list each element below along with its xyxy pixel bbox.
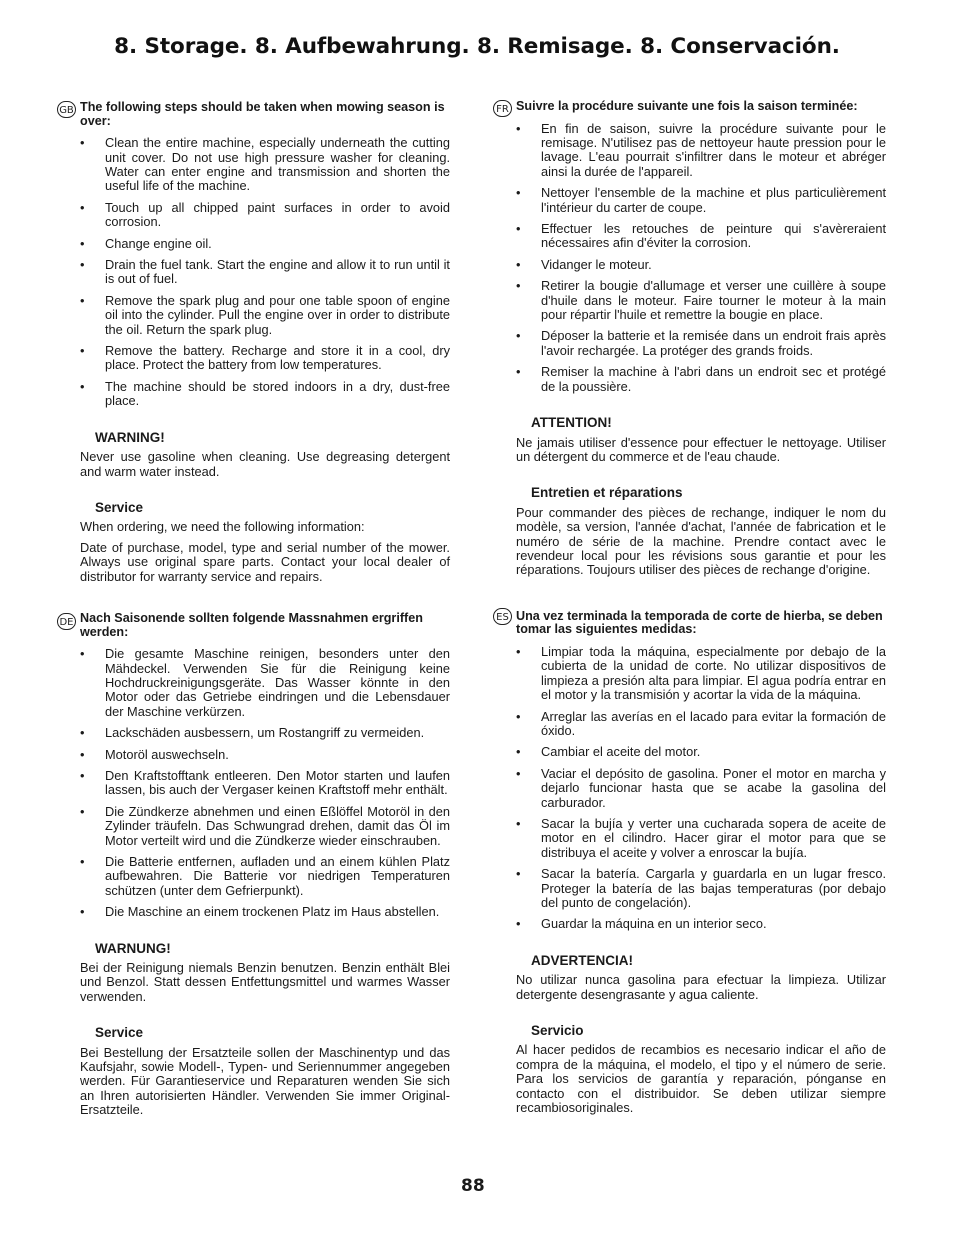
gb-service-text-2: Date of purchase, model, type and serial number of the mower. Always use original spare parts. Contact your local dealer of distributor for warranty service and repairs. (80, 539, 450, 584)
list-item: • Die Zündkerze abnehmen und einen Eßlöffel Motoröl in den Zylinder träufeln. Das Schwungrad drehen, damit das Öl im Motor verteilt wird und die Zündkerze wieder einschrauben. (80, 805, 450, 848)
list-item: • Den Kraftstofftank entleeren. Den Motor starten und laufen lassen, bis auch der Vergaser keinen Kraftstoff mehr enthält. (80, 769, 450, 798)
fr-service-heading: Entretien et réparations (531, 485, 683, 501)
page-number: 88 (461, 1176, 485, 1196)
gb-steps-list (80, 136, 450, 409)
de-steps-list (80, 647, 450, 920)
list-item: • Effectuer les retouches de peinture qui s'avèreraient nécessaires afin d'éviter la corrosion. (516, 222, 886, 251)
section-fr (496, 99, 886, 578)
list-item: • Cambiar el aceite del motor. (516, 745, 886, 759)
section-gb (59, 100, 450, 584)
fr-intro: Suivre la procédure suivante une fois la saison terminée: (516, 99, 858, 113)
gb-intro: The following steps should be taken when mowing season is over: (80, 100, 445, 128)
language-badge-fr: FR (493, 100, 512, 117)
es-intro: Una vez terminada la temporada de corte de hierba, se deben tomar las siguientes medidas: (516, 608, 883, 637)
list-item: • Vidanger le moteur. (516, 258, 886, 272)
gb-warning-text: Never use gasoline when cleaning. Use degreasing detergent and warm water instead. (80, 449, 450, 479)
list-item: • Vaciar el depósito de gasolina. Poner el motor en marcha y dejarlo funcionar hasta que se acabe la gasolina del carburador. (516, 767, 886, 810)
list-item: • Retirer la bougie d'allumage et verser une cuillère à soupe d'huile dans le moteur. Faire tourner le moteur à la main pour répartir l'huile et remettre la bougie en place. (516, 279, 886, 322)
list-item: • Remove the battery. Recharge and store it in a cool, dry place. Protect the battery from low temperatures. (80, 344, 450, 373)
language-badge-gb: GB (57, 101, 76, 118)
list-item: • Die Batterie entfernen, aufladen und an einem kühlen Platz aufbewahren. Die Batterie vor niedrigen Temperaturen schützen (unter dem Gefrierpunkt). (80, 855, 450, 898)
list-item: • Change engine oil. (80, 237, 450, 251)
fr-service-text: Pour commander des pièces de rechange, indiquer le nom du modèle, sa version, l'année d'achat, l'année de fabrication et le numéro de série de la machine. Prendre contact avec le revendeur local pour les révisions sous garantie et pour les réparations. Toujours utiliser des pièces de rechange d'origine. (516, 504, 886, 578)
es-service-heading: Servicio (531, 1023, 584, 1039)
list-item: • Remove the spark plug and pour one table spoon of engine oil into the cylinder. Pull the engine over in order to distribute the oil. Return the spark plug. (80, 294, 450, 337)
list-item: • Clean the entire machine, especially underneath the cutting unit cover. Do not use high pressure washer for cleaning. Water can enter engine and transmission and shorten the useful life of the machine. (80, 136, 450, 194)
es-warning-heading: ADVERTENCIA! (531, 952, 634, 968)
list-item: • Lackschäden ausbessern, um Rostangriff zu vermeiden. (80, 726, 450, 740)
list-item: • Drain the fuel tank. Start the engine and allow it to run until it is out of fuel. (80, 258, 450, 287)
de-warning-heading: WARNUNG! (95, 940, 171, 956)
list-item: • En fin de saison, suivre la procédure suivante pour le remisage. N'utilisez pas de nettoyeur haute pression pour le lavage. L'eau pourrait s'infiltrer dans le moteur et abréger ainsi la durée de l'appareil. (516, 122, 886, 180)
de-service-text: Bei Bestellung der Ersatzteile sollen der Maschinentyp und das Kaufsjahr, sowie Modell-, Typen- und Seriennummer angegeben werden. Für Garantieservice und Reparaturen wenden Sie sich an Ihren autorisierten Händler. Verwenden Sie immer Original-Ersatzteile. (80, 1044, 450, 1118)
de-service-heading: Service (95, 1025, 144, 1041)
es-warning-text: No utilizar nunca gasolina para efectuar la limpieza. Utilizar detergente desengrasante y agua caliente. (516, 972, 886, 1002)
list-item: • Motoröl auswechseln. (80, 748, 450, 762)
list-item: • Arreglar las averías en el lacado para evitar la formación de óxido. (516, 710, 886, 739)
left-column (59, 97, 450, 1124)
list-item: • Déposer la batterie et la remisée dans un endroit frais après l'avoir rechargée. La protéger des grands froids. (516, 329, 886, 358)
section-es (496, 608, 886, 1116)
language-badge-de: DE (57, 613, 76, 630)
list-item: • Die gesamte Maschine reinigen, besonders unter den Mähdeckel. Verwenden Sie für die Reinigung keine Hochdruckreinigungsgeräte. Das Wasser könnte in den Motor oder das Getriebe eindringen und die Lebensdauer der Maschine verkürzen. (80, 647, 450, 719)
language-badge-es: ES (493, 608, 512, 625)
list-item: • Limpiar toda la máquina, especialmente por debajo de la cubierta de la unidad de corte. No utilizar dispositivos de limpieza a presión alta para limpiar. El agua podría entrar en el motor y la transmisión y acortar la vida de la máquina. (516, 645, 886, 703)
list-item: • Nettoyer l'ensemble de la machine et plus particulièrement l'intérieur du carter de coupe. (516, 186, 886, 215)
fr-warning-heading: ATTENTION! (531, 415, 612, 431)
es-steps-list (516, 645, 886, 932)
fr-steps-list (516, 122, 886, 395)
list-item: • Sacar la batería. Cargarla y guardarla en un lugar fresco. Proteger la batería de las bajas temperaturas (por debajo del punto de congelación). (516, 867, 886, 910)
list-item: • Touch up all chipped paint surfaces in order to avoid corrosion. (80, 201, 450, 230)
list-item: • Die Maschine an einem trockenen Platz im Haus abstellen. (80, 905, 450, 919)
es-service-text: Al hacer pedidos de recambios es necesario indicar el año de compra de la máquina, el modelo, el tipo y el número de serie. Para los servicios de garantía y reparación, pónganse en contacto con el distribuidor. Se deben utilizar siempre recambiosoriginales. (516, 1042, 886, 1116)
list-item: • Sacar la bujía y verter una cucharada sopera de aceite de motor en el cilindro. Hacer girar el motor para que se distribuya el aceite y volver a enroscar la bujía. (516, 817, 886, 860)
fr-warning-text: Ne jamais utiliser d'essence pour effectuer le nettoyage. Utiliser un détergent du commerce et de l'eau chaude. (516, 434, 886, 464)
section-de (59, 610, 450, 1118)
page-title: 8. Storage. 8. Aufbewahrung. 8. Remisage. 8. Conservación. (114, 34, 840, 59)
de-intro: Nach Saisonende sollten folgende Massnahmen ergriffen werden: (80, 610, 423, 639)
right-column (496, 97, 886, 1122)
gb-warning-heading: WARNING! (95, 429, 165, 445)
de-warning-text: Bei der Reinigung niemals Benzin benutzen. Benzin enthält Blei und Benzol. Statt dessen Entfettungsmittel und warmes Wasser verwenden. (80, 960, 450, 1004)
gb-service-heading: Service (95, 499, 144, 515)
list-item: • Remiser la machine à l'abri dans un endroit sec et protégé de la poussière. (516, 365, 886, 394)
list-item: • The machine should be stored indoors in a dry, dust-free place. (80, 380, 450, 409)
list-item: • Guardar la máquina en un interior seco. (516, 917, 886, 931)
gb-service-text-1: When ordering, we need the following information: (80, 519, 365, 535)
